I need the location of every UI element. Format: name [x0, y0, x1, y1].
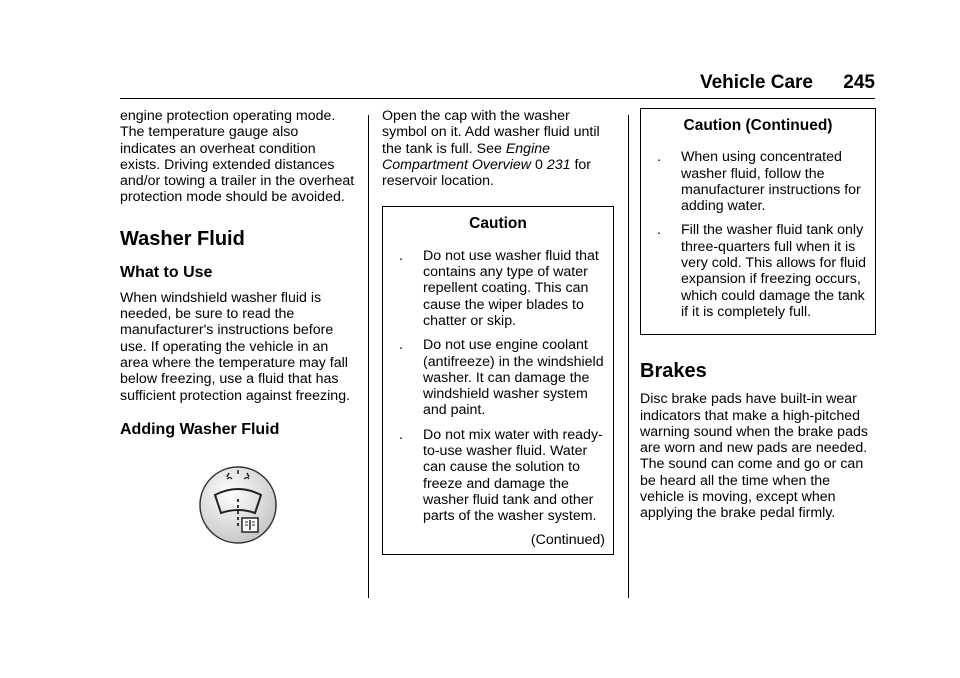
what-to-use-paragraph: When windshield washer fluid is needed, be sure to read the manufacturer's instructions before use. If operating the vehicle in an area where the temperature may fall below freezing, use a fluid that has sufficient protection against freezing. — [120, 289, 351, 404]
washer-fluid-symbol-icon — [197, 465, 279, 545]
caution-list — [649, 149, 867, 320]
column-1 — [120, 108, 356, 545]
column-divider — [628, 115, 629, 598]
caution-item: . Do not use engine coolant (antifreeze) in the windshield washer. It can damage the windshield washer system and paint. — [399, 337, 604, 419]
caution-box — [382, 206, 614, 554]
caution-item: . Do not use washer fluid that contains any type of water repellent coating. This can cause the wiper blades to chatter or skip. — [399, 247, 599, 329]
page-header — [120, 68, 875, 99]
brakes-paragraph: Disc brake pads have built-in wear indicators that make a high-pitched warning sound when the brake pads are worn and new pads are needed. The sound can come and go or can be heard all the time when the vehicle is moving, except when applying the brake pedal firmly. — [640, 391, 868, 522]
caution-item: . Fill the washer fluid tank only three-quarters full when it is very cold. This allows for fluid expansion if freezing occurs, which could damage the tank if it is completely full. — [657, 222, 867, 320]
engine-compartment-link[interactable]: Engine Compartment Overview — [382, 140, 551, 173]
open-cap-paragraph: Open the cap with the washer symbol on it. Add washer fluid until the tank is full. See Engine Compartment Overview 0 231 for reservoir location. — [382, 108, 600, 190]
ref-page[interactable]: 231 — [546, 156, 571, 173]
heading-washer-fluid: Washer Fluid — [120, 227, 245, 250]
overheat-paragraph: engine protection operating mode. The temperature gauge also indicates an overheat condition exists. Driving extended distances and/or towing a trailer in the overheat protection mode should be avoided. — [120, 108, 355, 206]
caution-continued-title: Caution (Continued) — [683, 117, 833, 134]
heading-adding-washer-fluid: Adding Washer Fluid — [120, 420, 280, 438]
column-2 — [382, 108, 614, 555]
heading-brakes: Brakes — [640, 360, 707, 383]
caution-title: Caution — [469, 215, 527, 233]
column-3 — [640, 108, 876, 522]
caution-list — [391, 248, 605, 525]
continued-label: (Continued) — [530, 531, 605, 548]
heading-what-to-use: What to Use — [120, 263, 213, 281]
column-divider — [368, 115, 369, 598]
page-number: 245 — [843, 72, 875, 93]
caution-continued-box — [640, 108, 876, 335]
ref-symbol: 0 — [534, 156, 543, 173]
section-title: Vehicle Care — [699, 72, 813, 93]
caution-item: . Do not mix water with ready-to-use washer fluid. Water can cause the solution to freeze and damage the washer fluid tank and other parts of the washer system. — [399, 426, 603, 525]
caution-item: . When using concentrated washer fluid, follow the manufacturer instructions for adding water. — [657, 149, 861, 215]
